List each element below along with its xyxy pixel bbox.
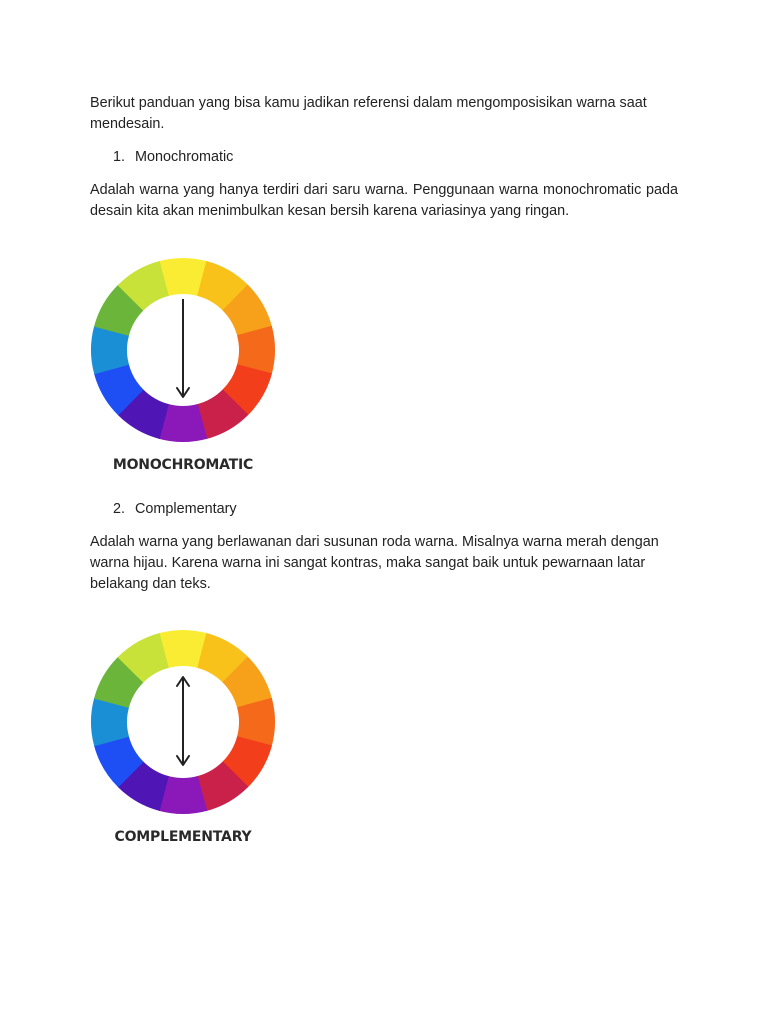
color-wheel [86,253,280,447]
list-title: Complementary [135,501,237,517]
figure-caption: MONOCHROMATIC [112,457,254,473]
list-title: Monochromatic [135,149,234,165]
intro-paragraph: Berikut panduan yang bisa kamu jadikan referensi dalam mengomposisikan warna saat mendesain. [90,95,647,132]
list-item-complementary [113,499,237,520]
list-number: 2. [113,501,126,517]
monochromatic-figure [86,253,280,473]
list-number: 1. [113,149,126,165]
complementary-figure [86,625,280,845]
figure-caption: COMPLEMENTARY [114,829,252,845]
list-item-monochromatic [113,147,233,168]
color-wheel [86,625,280,819]
complementary-description: Adalah warna yang berlawanan dari susunan roda warna. Misalnya warna merah dengan warna hijau. Karena warna ini sangat kontras, maka sangat baik untuk pewarnaan latar belakang dan teks. [90,534,659,592]
monochromatic-description: Adalah warna yang hanya terdiri dari saru warna. Penggunaan warna monochromatic pada desain kita akan menimbulkan kesan bersih karena variasinya yang ringan. [90,182,678,219]
